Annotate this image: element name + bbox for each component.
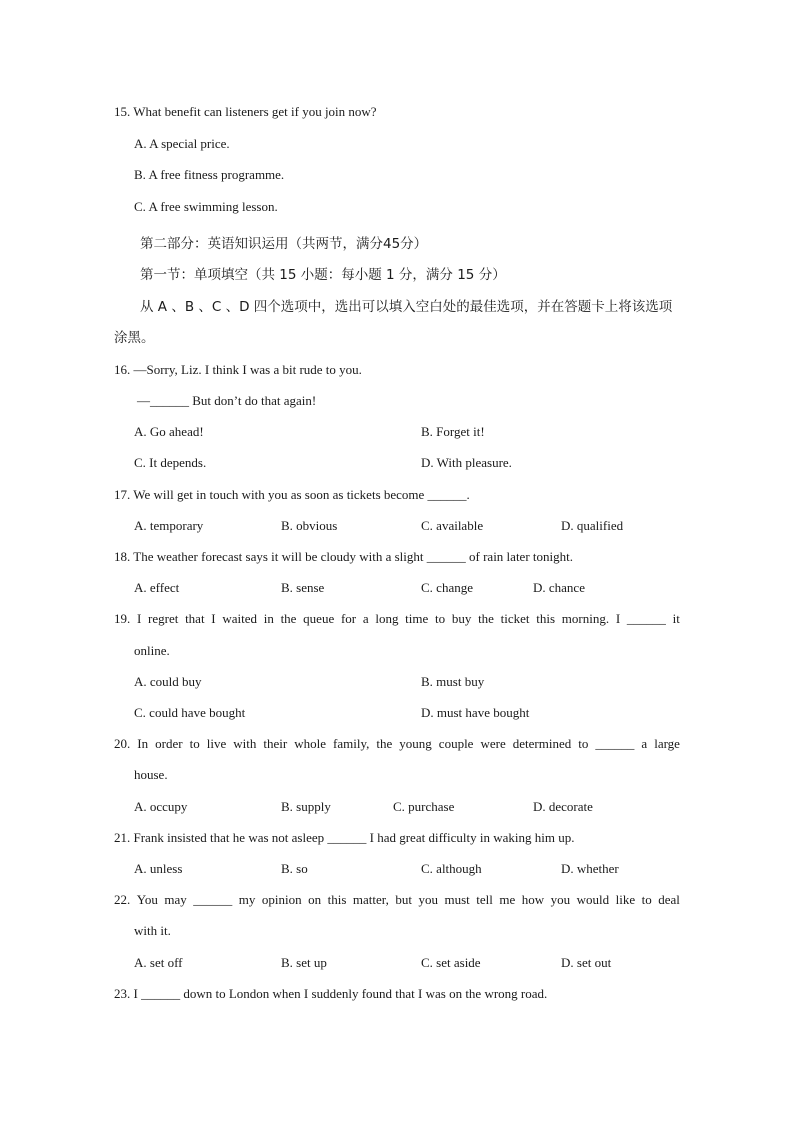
q20-stem-word: In <box>137 736 149 751</box>
question-20-option-b: B. supply <box>281 799 331 814</box>
question-21-option-c: C. although <box>421 861 482 876</box>
q20-stem-word: family, <box>333 736 370 751</box>
q19-stem-word: 19. <box>114 611 131 626</box>
question-19-option-d: D. must have bought <box>421 705 530 720</box>
part-2-heading: 第二部分：英语知识运用（共两节，满分45分） <box>140 236 428 252</box>
q22-stem-word: but <box>395 892 412 907</box>
q19-stem-word: ticket <box>500 611 530 626</box>
question-17-option-b: B. obvious <box>281 518 338 533</box>
question-16-option-b: B. Forget it! <box>421 424 485 439</box>
question-19-stem <box>114 611 680 627</box>
question-18-option-b: B. sense <box>281 580 325 595</box>
question-22-stem-continued: with it. <box>134 923 171 938</box>
q19-stem-word: to <box>435 611 446 626</box>
q22-stem-word: like <box>615 892 636 907</box>
question-22-option-c: C. set aside <box>421 955 481 970</box>
q22-stem-word: may <box>164 892 187 907</box>
instructions-line-2: 涂黑。 <box>114 330 155 346</box>
question-16-stem: 16. —Sorry, Liz. I think I was a bit rude to you. <box>114 362 362 377</box>
question-16-reply: —______ But don’t do that again! <box>137 393 317 408</box>
q22-stem-word: you <box>550 892 571 907</box>
q20-stem-word: 20. <box>114 736 131 751</box>
question-18-option-d: D. chance <box>533 580 585 595</box>
q22-stem-word: to <box>641 892 652 907</box>
question-20-stem <box>114 736 680 752</box>
question-21-option-b: B. so <box>281 861 308 876</box>
q20-stem-word: to <box>578 736 589 751</box>
q20-stem-word: were <box>480 736 506 751</box>
q22-stem-word: you <box>418 892 438 907</box>
q20-stem-word: order <box>155 736 183 751</box>
section-1-heading: 第一节：单项填空（共 15 小题：每小题 1 分，满分 15 分） <box>140 267 506 283</box>
q22-stem-word: must <box>444 892 470 907</box>
question-17-option-d: D. qualified <box>561 518 624 533</box>
q19-stem-word: the <box>478 611 494 626</box>
question-22-stem <box>114 892 680 908</box>
q20-stem-word: with <box>233 736 257 751</box>
question-19-option-a: A. could buy <box>134 674 202 689</box>
q22-stem-word: matter, <box>352 892 389 907</box>
question-19-option-c: C. could have bought <box>134 705 246 720</box>
q20-stem-word: young <box>399 736 432 751</box>
question-21-option-d: D. whether <box>561 861 619 876</box>
q19-stem-word: ______ <box>626 611 666 626</box>
instructions-line-1: 从 A 、B 、C 、D 四个选项中，选出可以填入空白处的最佳选项，并在答题卡上将该选项 <box>140 299 673 315</box>
question-19-stem-continued: online. <box>134 643 170 658</box>
q22-stem-word: ______ <box>193 892 233 907</box>
question-21-option-a: A. unless <box>134 861 183 876</box>
question-20-option-c: C. purchase <box>393 799 455 814</box>
q19-stem-word: regret <box>148 611 179 626</box>
q19-stem-word: it <box>672 611 680 626</box>
q19-stem-word: this <box>536 611 556 626</box>
q20-stem-word: a <box>641 736 648 751</box>
q22-stem-word: opinion <box>261 892 302 907</box>
q19-stem-word: I <box>211 611 216 626</box>
q20-stem-word: to <box>189 736 200 751</box>
question-15-option-a: A. A special price. <box>134 136 230 151</box>
q19-stem-word: I <box>136 611 142 626</box>
question-16-option-c: C. It depends. <box>134 455 207 470</box>
q19-stem-word: a <box>362 611 369 626</box>
q19-stem-word: for <box>340 611 357 626</box>
q19-stem-word: that <box>185 611 205 626</box>
question-22-option-d: D. set out <box>561 955 612 970</box>
q19-stem-word: waited <box>222 611 257 626</box>
q19-stem-word: long <box>375 611 399 626</box>
question-17-stem: 17. We will get in touch with you as soon as tickets become ______. <box>114 487 470 502</box>
q22-stem-word: on <box>308 892 322 907</box>
q22-stem-word: me <box>499 892 516 907</box>
question-20-stem-continued: house. <box>134 767 168 782</box>
question-20-option-d: D. decorate <box>533 799 593 814</box>
q20-stem-word: large <box>654 736 680 751</box>
q19-stem-word: queue <box>303 611 335 626</box>
question-18-option-c: C. change <box>421 580 473 595</box>
q20-stem-word: whole <box>294 736 326 751</box>
question-15-option-b: B. A free fitness programme. <box>134 167 285 182</box>
q22-stem-word: You <box>136 892 158 907</box>
q20-stem-word: their <box>263 736 288 751</box>
question-18-option-a: A. effect <box>134 580 180 595</box>
q22-stem-word: how <box>521 892 545 907</box>
question-20-option-a: A. occupy <box>134 799 188 814</box>
question-15-option-c: C. A free swimming lesson. <box>134 199 278 214</box>
q20-stem-word: the <box>376 736 393 751</box>
question-17-option-a: A. temporary <box>134 518 204 533</box>
question-22-option-a: A. set off <box>134 955 183 970</box>
q22-stem-word: tell <box>476 892 493 907</box>
question-23-stem: 23. I ______ down to London when I suddenly found that I was on the wrong road. <box>114 986 548 1001</box>
q22-stem-word: 22. <box>114 892 131 907</box>
question-17-option-c: C. available <box>421 518 484 533</box>
q20-stem-word: ______ <box>595 736 635 751</box>
question-15-stem: 15. What benefit can listeners get if you join now? <box>114 104 377 119</box>
q19-stem-word: buy <box>451 611 472 626</box>
q20-stem-word: live <box>206 736 227 751</box>
q19-stem-word: time <box>405 611 429 626</box>
question-16-option-a: A. Go ahead! <box>134 424 204 439</box>
question-18-stem: 18. The weather forecast says it will be cloudy with a slight ______ of rain later tonight. <box>114 549 573 564</box>
q20-stem-word: couple <box>438 736 474 751</box>
q20-stem-word: determined <box>512 736 572 751</box>
q19-stem-word: I <box>615 611 621 626</box>
q22-stem-word: deal <box>658 892 680 907</box>
question-21-stem: 21. Frank insisted that he was not asleep ______ I had great difficulty in waking him up. <box>114 830 575 845</box>
q22-stem-word: this <box>327 892 347 907</box>
q19-stem-word: in <box>263 611 274 626</box>
q22-stem-word: my <box>238 892 256 907</box>
q22-stem-word: would <box>576 892 610 907</box>
q19-stem-word: the <box>280 611 297 626</box>
question-16-option-d: D. With pleasure. <box>421 455 512 470</box>
q19-stem-word: morning. <box>561 611 610 626</box>
question-22-option-b: B. set up <box>281 955 327 970</box>
question-19-option-b: B. must buy <box>421 674 485 689</box>
